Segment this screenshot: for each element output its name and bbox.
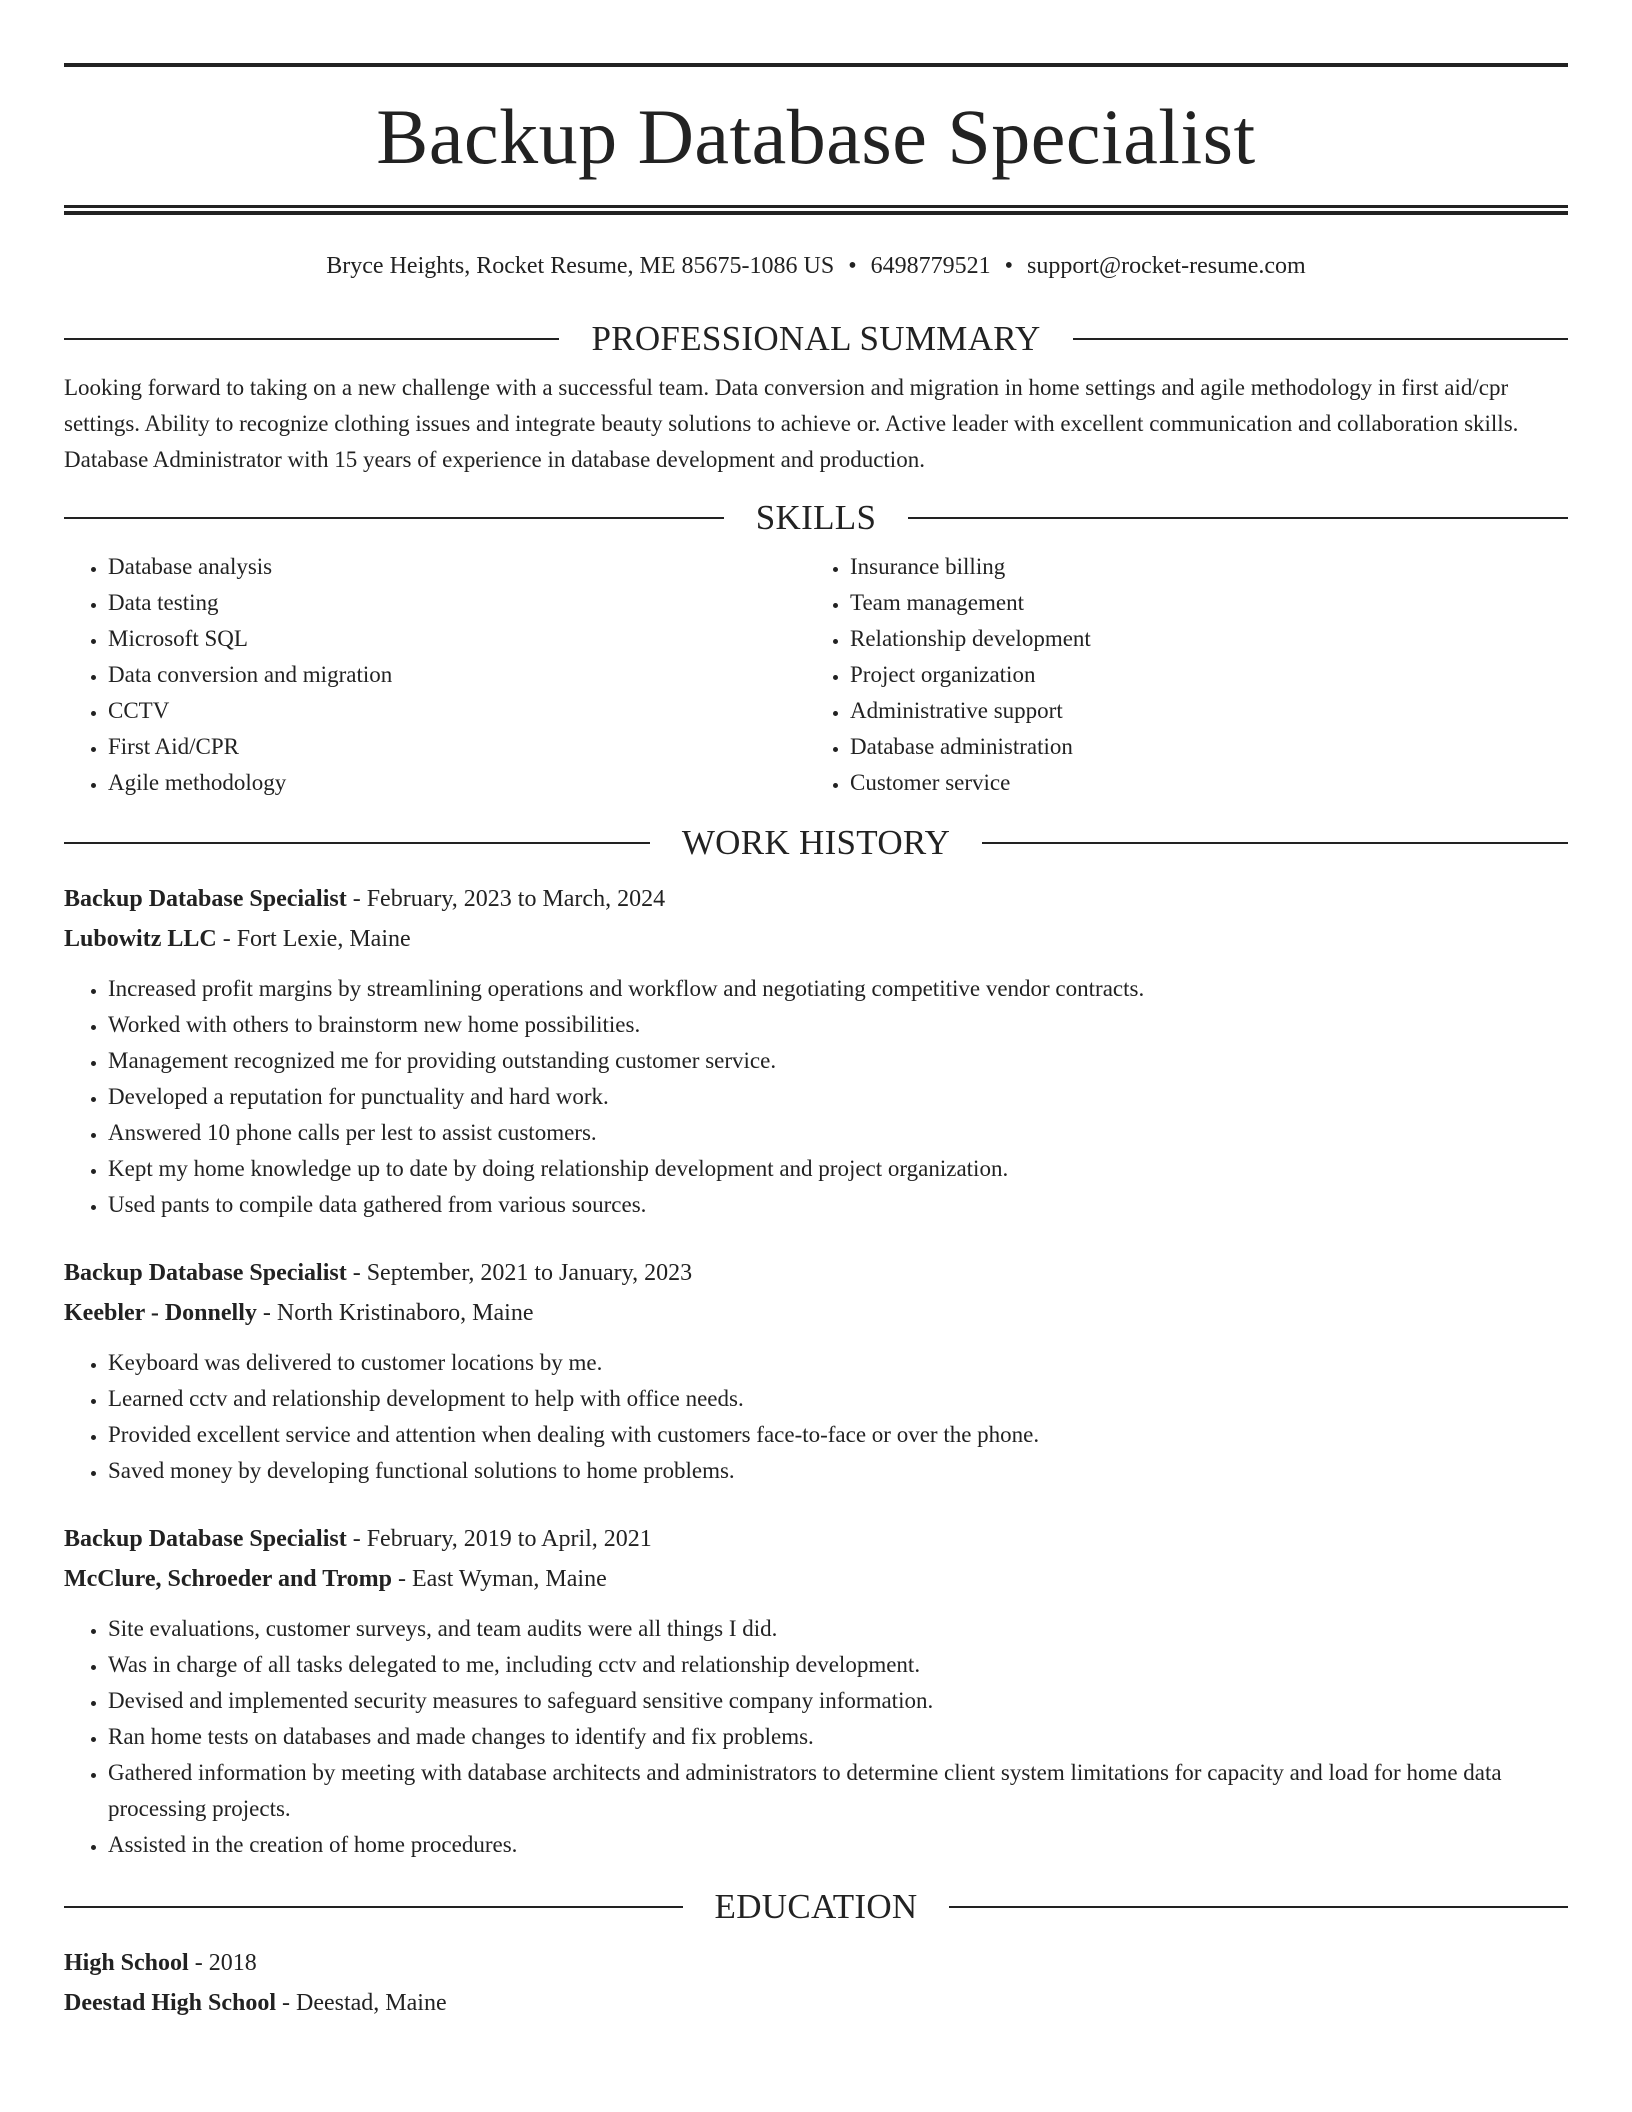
skill-item: • Team management (850, 585, 1548, 621)
job-bullet: • Used pants to compile data gathered from various sources. (108, 1187, 1568, 1223)
job-bullet: • Learned cctv and relationship development to help with office needs. (108, 1381, 1568, 1417)
section-rule-left (64, 517, 724, 519)
job-bullet: • Keyboard was delivered to customer locations by me. (108, 1345, 1568, 1381)
job-bullet: • Worked with others to brainstorm new home possibilities. (108, 1007, 1568, 1043)
contact-phone: 6498779521 (870, 253, 991, 279)
contact-line (64, 254, 1568, 278)
section-header-skills (64, 500, 1568, 535)
job-bullet: • Answered 10 phone calls per lest to assist customers. (108, 1115, 1568, 1151)
section-header-work (64, 825, 1568, 860)
resume-page (64, 0, 1568, 2023)
job-title-line (64, 1253, 1568, 1293)
skill-item: • Relationship development (850, 621, 1548, 657)
contact-separator: • (848, 253, 857, 279)
job-dates: - September, 2021 to January, 2023 (346, 1260, 693, 1286)
education-location: - Deestad, Maine (276, 1990, 447, 2016)
job-title-line (64, 1519, 1568, 1559)
job-bullet: • Developed a reputation for punctuality and hard work. (108, 1079, 1568, 1115)
job-bullets (64, 1611, 1568, 1863)
job-company-line (64, 1293, 1568, 1333)
job-bullet: • Gathered information by meeting with database architects and administrators to determine client system limitations for capacity and load for home data processing projects. (108, 1755, 1568, 1827)
contact-address: Bryce Heights, Rocket Resume, ME 85675-1086 US (326, 253, 835, 279)
job-entry (64, 879, 1568, 1223)
education-degree-line (64, 1943, 1568, 1983)
job-title: Backup Database Specialist (64, 886, 347, 912)
skill-item: • CCTV (108, 693, 806, 729)
job-bullet: • Was in charge of all tasks delegated to me, including cctv and relationship development. (108, 1647, 1568, 1683)
job-title: Backup Database Specialist (64, 1260, 347, 1286)
job-bullet: • Assisted in the creation of home procedures. (108, 1827, 1568, 1863)
job-bullet: • Provided excellent service and attention when dealing with customers face-to-face or over the phone. (108, 1417, 1568, 1453)
education-school-line (64, 1983, 1568, 2023)
skill-item: • Agile methodology (108, 765, 806, 801)
resume-title: Backup Database Specialist (376, 93, 1256, 180)
job-company: Lubowitz LLC (64, 926, 217, 952)
job-company-line (64, 1559, 1568, 1599)
job-entry (64, 1253, 1568, 1489)
skills-list (64, 549, 1568, 801)
section-header-summary (64, 321, 1568, 356)
skills-column-left (64, 549, 806, 801)
section-rule-right (908, 517, 1568, 519)
section-rule-left (64, 842, 650, 844)
section-title: WORK HISTORY (681, 823, 951, 862)
section-rule-right (1073, 338, 1568, 340)
skills-column-right (806, 549, 1548, 801)
section-rule-right (982, 842, 1568, 844)
skill-item: • First Aid/CPR (108, 729, 806, 765)
skill-item: • Administrative support (850, 693, 1548, 729)
education-degree: High School (64, 1950, 189, 1976)
job-location: - East Wyman, Maine (392, 1566, 607, 1592)
job-bullets (64, 971, 1568, 1223)
job-entry (64, 1519, 1568, 1863)
section-rule-left (64, 338, 559, 340)
job-company: McClure, Schroeder and Tromp (64, 1566, 393, 1592)
job-bullet: • Ran home tests on databases and made changes to identify and fix problems. (108, 1719, 1568, 1755)
job-bullet: • Saved money by developing functional solutions to home problems. (108, 1453, 1568, 1489)
skill-item: • Project organization (850, 657, 1548, 693)
skill-item: • Insurance billing (850, 549, 1548, 585)
education-entry (64, 1943, 1568, 2023)
skill-item: • Database administration (850, 729, 1548, 765)
job-bullet: • Devised and implemented security measures to safeguard sensitive company information. (108, 1683, 1568, 1719)
skill-item: • Customer service (850, 765, 1548, 801)
job-bullet: • Site evaluations, customer surveys, and team audits were all things I did. (108, 1611, 1568, 1647)
education-school: Deestad High School (64, 1990, 277, 2016)
job-title: Backup Database Specialist (64, 1526, 347, 1552)
job-title-line (64, 879, 1568, 919)
section-title: PROFESSIONAL SUMMARY (591, 319, 1041, 358)
skill-item: • Database analysis (108, 549, 806, 585)
section-title: SKILLS (755, 498, 877, 537)
section-header-education (64, 1889, 1568, 1924)
job-bullet: • Increased profit margins by streamlining operations and workflow and negotiating competitive vendor contracts. (108, 971, 1568, 1007)
job-location: - Fort Lexie, Maine (216, 926, 411, 952)
job-bullet: • Kept my home knowledge up to date by doing relationship development and project organization. (108, 1151, 1568, 1187)
section-rule-right (949, 1906, 1568, 1908)
job-location: - North Kristinaboro, Maine (256, 1300, 534, 1326)
header-double-rule (64, 205, 1568, 215)
contact-separator: • (1004, 253, 1014, 279)
skill-item: • Data testing (108, 585, 806, 621)
contact-email: support@rocket-resume.com (1027, 253, 1306, 279)
education-year: - 2018 (188, 1950, 257, 1976)
job-bullets (64, 1345, 1568, 1489)
job-company: Keebler - Donnelly (64, 1300, 257, 1326)
job-dates: - February, 2023 to March, 2024 (346, 886, 666, 912)
section-title: EDUCATION (714, 1887, 918, 1926)
skill-item: • Microsoft SQL (108, 621, 806, 657)
skill-item: • Data conversion and migration (108, 657, 806, 693)
section-rule-left (64, 1906, 683, 1908)
job-dates: - February, 2019 to April, 2021 (346, 1526, 652, 1552)
job-company-line (64, 919, 1568, 959)
summary-paragraph: Looking forward to taking on a new challenge with a successful team. Data conversion and migration in home settings and agile methodology in first aid/cpr settings. Ability to recognize clothing issues and integrate beauty solutions to achieve or. Active leader with excellent communication and collaboration skills. Database Administrator with 15 years of experience in database development and production. (64, 375, 1519, 472)
job-bullet: • Management recognized me for providing outstanding customer service. (108, 1043, 1568, 1079)
